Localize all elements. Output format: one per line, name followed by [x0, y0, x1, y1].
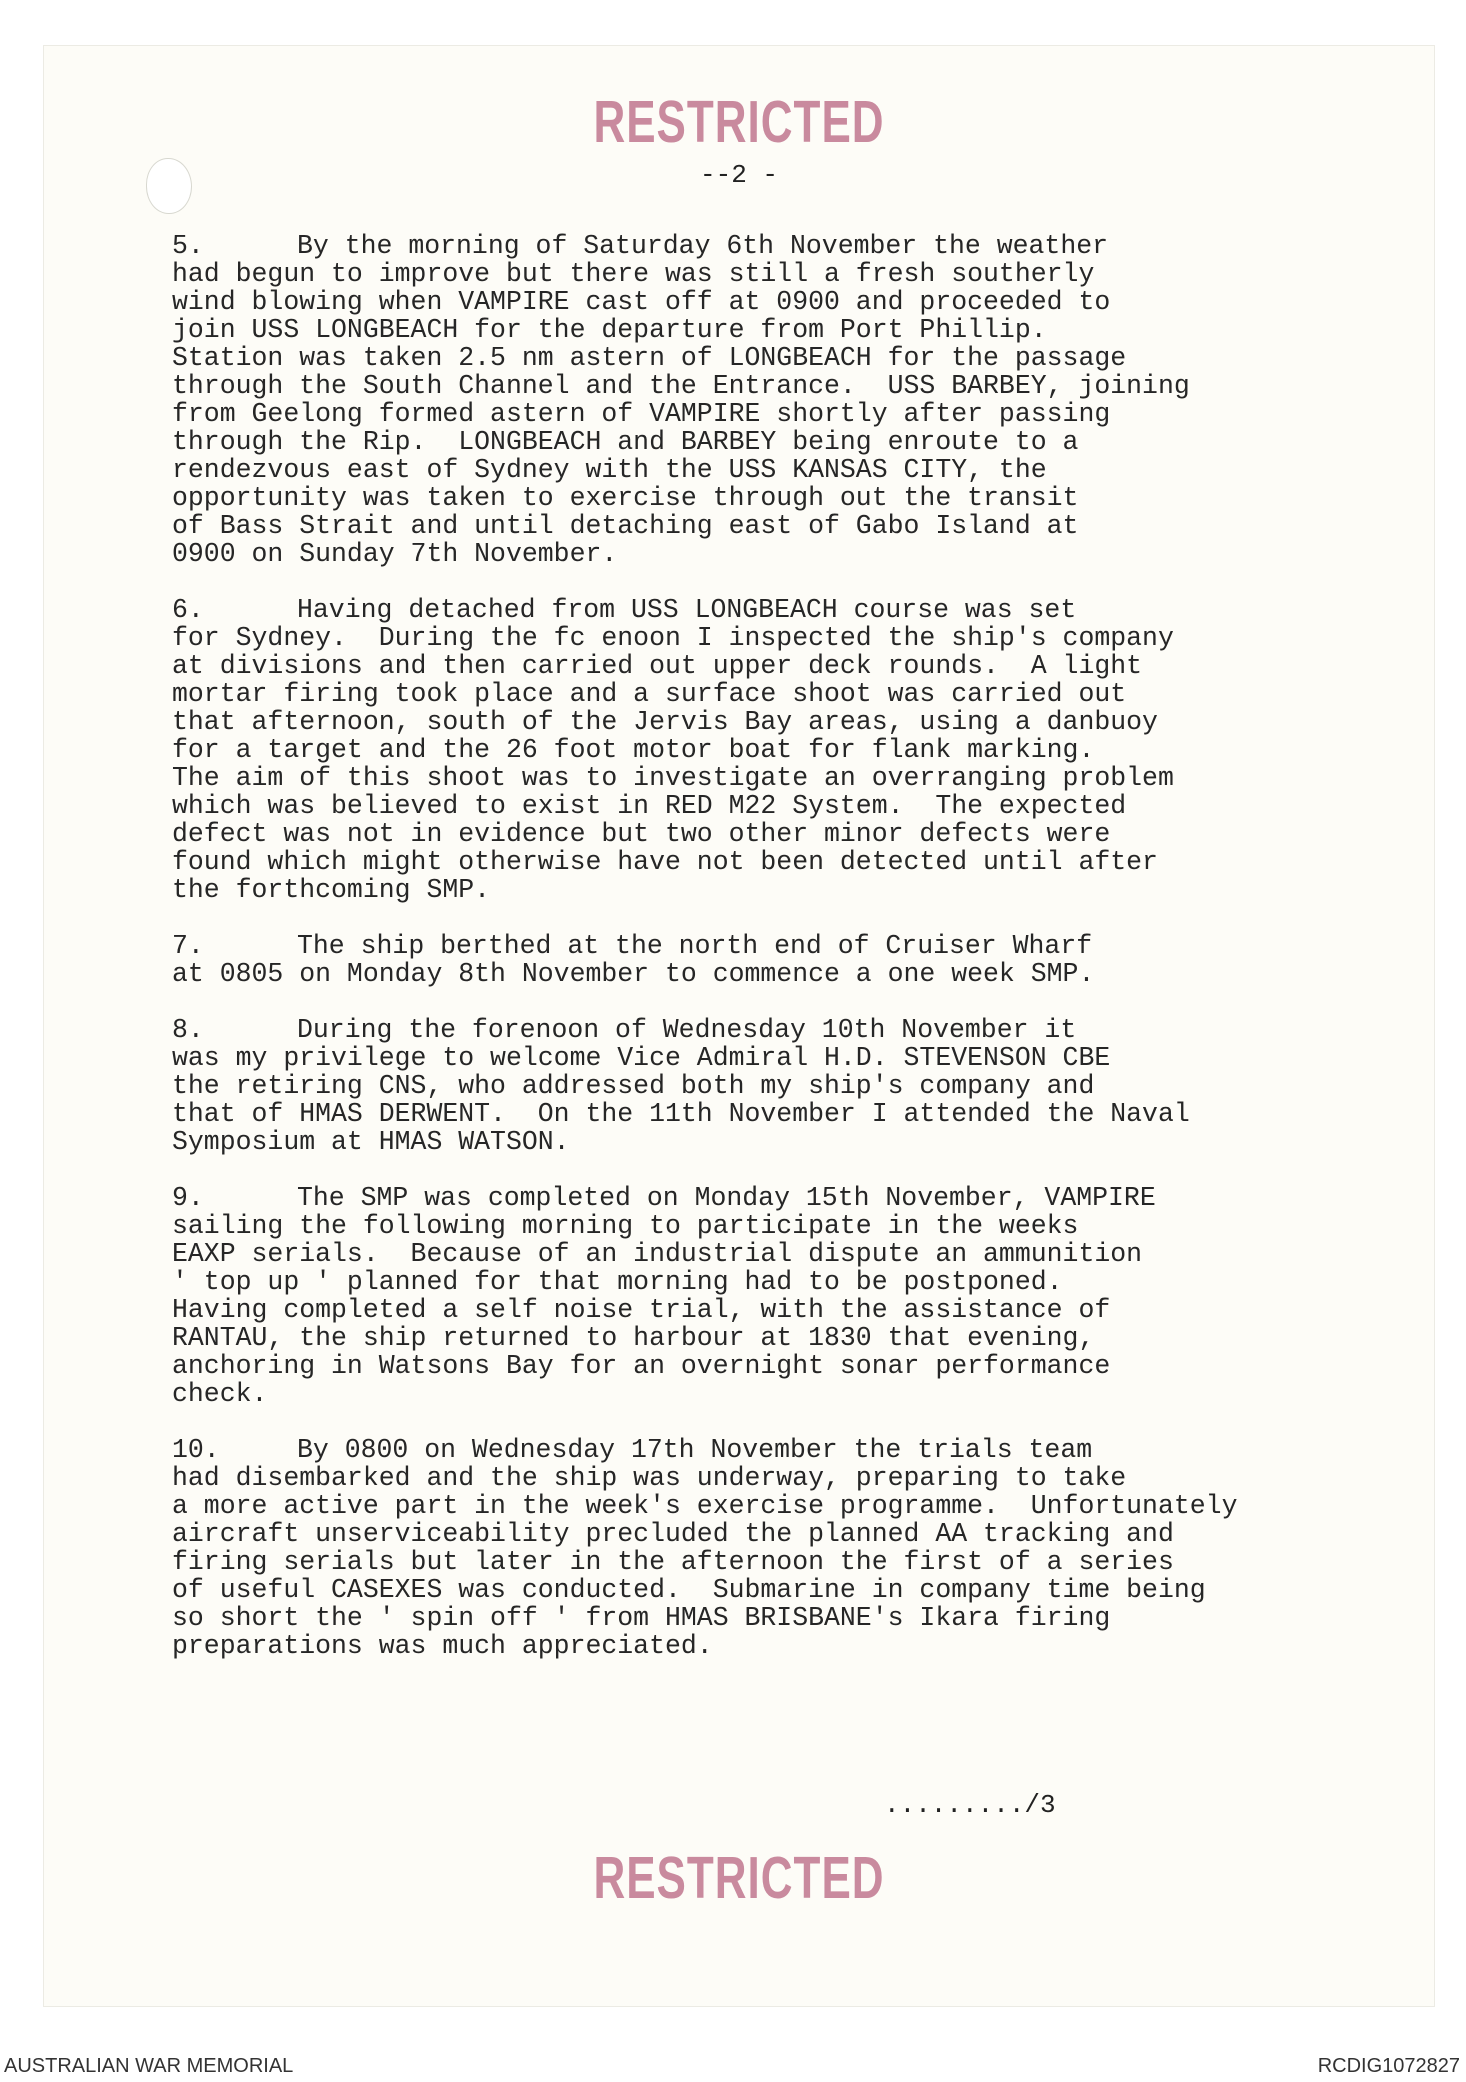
paragraph-6: [172, 1436, 1352, 1660]
paragraph-line: which was believed to exist in RED M22 System. The expected: [172, 791, 1127, 821]
paragraph-text: By the morning of Saturday 6th November the weather: [297, 231, 1109, 261]
paragraph-number: 5.: [172, 231, 204, 261]
paragraph-line: RANTAU, the ship returned to harbour at 1830 that evening,: [172, 1323, 1095, 1353]
paragraph-first-line: [172, 1184, 1352, 1212]
paragraph-line: EAXP serials. Because of an industrial dispute an ammunition: [172, 1239, 1143, 1269]
paragraph-first-line: [172, 232, 1352, 260]
paragraph-line: join USS LONGBEACH for the departure from Port Phillip.: [172, 315, 1047, 345]
paragraph-line: at divisions and then carried out upper deck rounds. A light: [172, 651, 1143, 681]
paragraph-text: By 0800 on Wednesday 17th November the trials team: [297, 1435, 1093, 1465]
footer-archive-name: AUSTRALIAN WAR MEMORIAL: [4, 2055, 294, 2077]
paragraph-line: Station was taken 2.5 nm astern of LONGBEACH for the passage: [172, 343, 1127, 373]
restricted-stamp-bottom: RESTRICTED: [593, 1845, 885, 1912]
paragraph-line: through the Rip. LONGBEACH and BARBEY being enroute to a: [172, 427, 1079, 457]
paragraph-line: The aim of this shoot was to investigate an overranging problem: [172, 763, 1174, 793]
paragraph-text: During the forenoon of Wednesday 10th November it: [297, 1015, 1077, 1045]
paragraph-number: 7.: [172, 931, 204, 961]
page-number: --2 -: [699, 160, 778, 190]
paragraph-line: defect was not in evidence but two other minor defects were: [172, 819, 1111, 849]
paragraph-number: 9.: [172, 1183, 204, 1213]
paragraph-line: the retiring CNS, who addressed both my ship's company and: [172, 1071, 1095, 1101]
paragraph-line: 0900 on Sunday 7th November.: [172, 539, 618, 569]
paragraph-line: preparations was much appreciated.: [172, 1631, 713, 1661]
paragraph-first-line: [172, 1016, 1352, 1044]
paragraph-line: a more active part in the week's exercise programme. Unfortunately: [172, 1491, 1238, 1521]
paragraph-4: [172, 1016, 1352, 1156]
paragraph-3: [172, 932, 1352, 988]
paragraph-line: so short the ' spin off ' from HMAS BRISBANE's Ikara firing: [172, 1603, 1111, 1633]
paragraph-line: of useful CASEXES was conducted. Submarine in company time being: [172, 1575, 1206, 1605]
paragraph-line: the forthcoming SMP.: [172, 875, 491, 905]
paragraph-line: from Geelong formed astern of VAMPIRE shortly after passing: [172, 399, 1111, 429]
paragraph-line: that afternoon, south of the Jervis Bay areas, using a danbuoy: [172, 707, 1158, 737]
paragraph-1: [172, 232, 1352, 568]
paragraph-line: for a target and the 26 foot motor boat for flank marking.: [172, 735, 1095, 765]
paragraph-line: found which might otherwise have not been detected until after: [172, 847, 1158, 877]
paragraph-line: had disembarked and the ship was underway, preparing to take: [172, 1463, 1127, 1493]
restricted-stamp-top: RESTRICTED: [593, 89, 885, 156]
footer-record-id: RCDIG1072827: [1317, 2055, 1460, 2077]
paragraph-line: Symposium at HMAS WATSON.: [172, 1127, 570, 1157]
paragraph-line: opportunity was taken to exercise through out the transit: [172, 483, 1079, 513]
continuation-marker: ........./3: [884, 1790, 1056, 1820]
paragraph-number: 8.: [172, 1015, 204, 1045]
paragraph-first-line: [172, 1436, 1352, 1464]
paragraph-line: check.: [172, 1379, 268, 1409]
paragraph-line: anchoring in Watsons Bay for an overnight sonar performance: [172, 1351, 1111, 1381]
paragraph-line: was my privilege to welcome Vice Admiral H.D. STEVENSON CBE: [172, 1043, 1111, 1073]
paragraph-line: for Sydney. During the fc enoon I inspected the ship's company: [172, 623, 1174, 653]
paragraph-first-line: [172, 596, 1352, 624]
paragraph-2: [172, 596, 1352, 904]
document-page: [44, 46, 1434, 2006]
paragraph-line: firing serials but later in the afternoon the first of a series: [172, 1547, 1174, 1577]
paragraph-line: of Bass Strait and until detaching east of Gabo Island at: [172, 511, 1079, 541]
paragraph-line: rendezvous east of Sydney with the USS KANSAS CITY, the: [172, 455, 1047, 485]
paragraph-line: sailing the following morning to participate in the weeks: [172, 1211, 1079, 1241]
paragraph-line: ' top up ' planned for that morning had to be postponed.: [172, 1267, 1063, 1297]
paragraph-number: 10.: [172, 1435, 220, 1465]
paragraph-number: 6.: [172, 595, 204, 625]
paragraph-line: Having completed a self noise trial, with the assistance of: [172, 1295, 1111, 1325]
document-body: [172, 232, 1352, 1688]
paragraph-line: aircraft unserviceability precluded the planned AA tracking and: [172, 1519, 1174, 1549]
paragraph-text: Having detached from USS LONGBEACH course was set: [297, 595, 1077, 625]
paragraph-first-line: [172, 932, 1352, 960]
paragraph-5: [172, 1184, 1352, 1408]
paragraph-line: mortar firing took place and a surface shoot was carried out: [172, 679, 1127, 709]
paragraph-line: had begun to improve but there was still a fresh southerly: [172, 259, 1095, 289]
paragraph-line: that of HMAS DERWENT. On the 11th November I attended the Naval: [172, 1099, 1190, 1129]
paragraph-text: The ship berthed at the north end of Cruiser Wharf: [297, 931, 1093, 961]
paragraph-line: wind blowing when VAMPIRE cast off at 0900 and proceeded to: [172, 287, 1111, 317]
paragraph-line: through the South Channel and the Entrance. USS BARBEY, joining: [172, 371, 1190, 401]
paragraph-text: The SMP was completed on Monday 15th November, VAMPIRE: [297, 1183, 1156, 1213]
paragraph-line: at 0805 on Monday 8th November to commence a one week SMP.: [172, 959, 1095, 989]
